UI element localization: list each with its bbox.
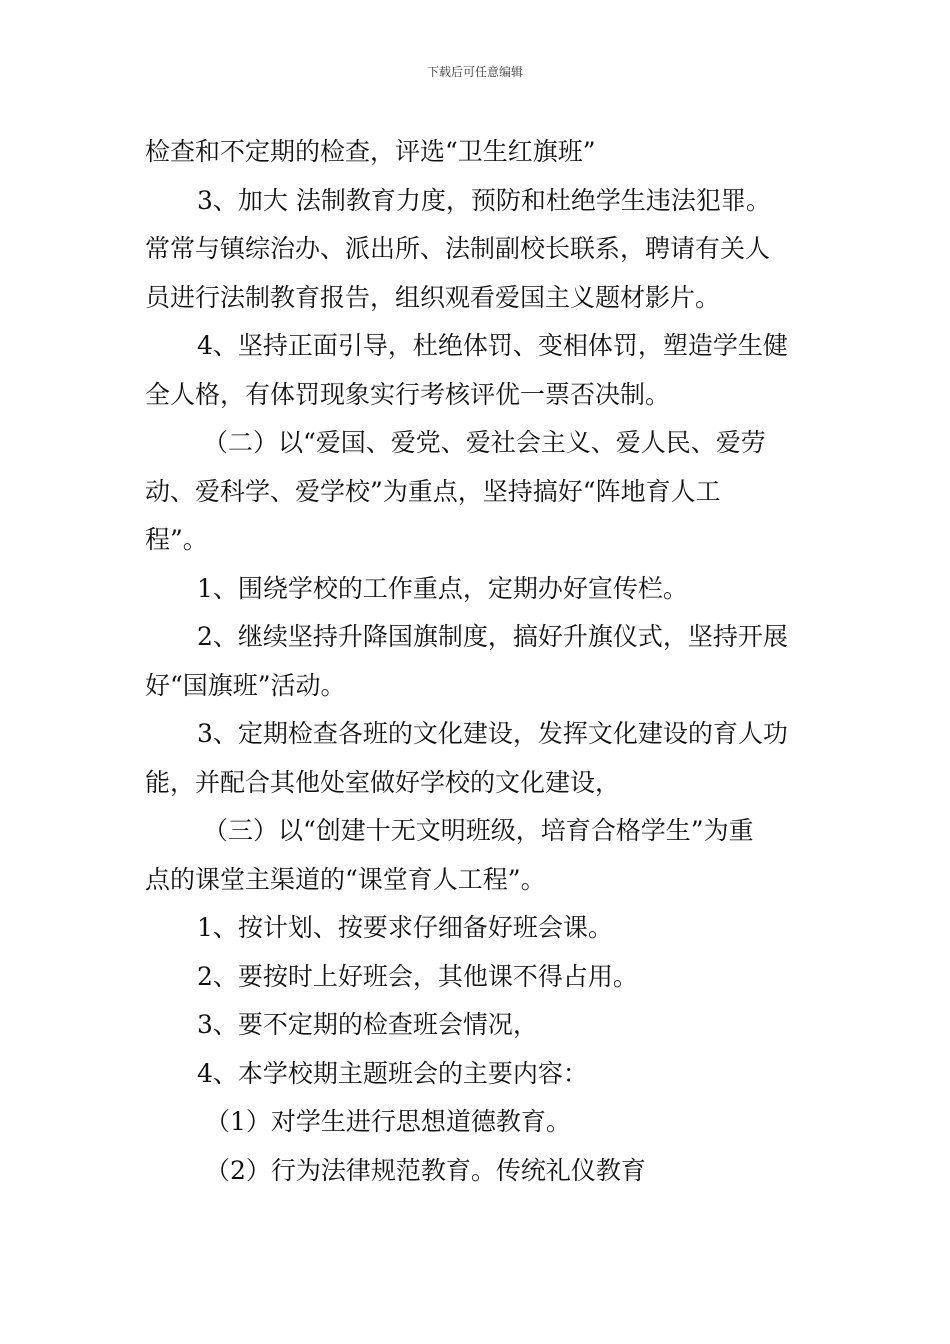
text-line: 点的课堂主渠道的“课堂育人工程”。 — [145, 864, 546, 894]
text-line: （二）以“爱国、爱党、爱社会主义、爱人民、爱劳 — [203, 428, 766, 457]
document-body — [145, 128, 810, 1195]
text-line: （2）行为法律规范教育。传统礼仪教育 — [205, 1155, 646, 1185]
text-line: 程”。 — [145, 525, 208, 554]
text-line: 员进行法制教育报告，组织观看爱国主义题材影片。 — [145, 282, 721, 312]
text-line: 4、坚持正面引导，杜绝体罚、变相体罚，塑造学生健 — [197, 331, 788, 360]
text-line: 好“国旗班”活动。 — [145, 670, 346, 700]
text-line: 1、按计划、按要求仔细备好班会课。 — [197, 913, 613, 942]
text-line: 常常与镇综治办、派出所、法制副校长联系，聘请有关人 — [145, 234, 771, 263]
text-line: 2、要按时上好班会，其他课不得占用。 — [197, 961, 638, 991]
text-line: （1）对学生进行思想道德教育。 — [205, 1107, 571, 1136]
text-line: 能，并配合其他处室做好学校的文化建设， — [145, 767, 621, 797]
text-line: 动、爱科学、爱学校”为重点，坚持搞好“阵地育人工 — [145, 476, 721, 506]
text-line: 1、围绕学校的工作重点，定期办好宣传栏。 — [197, 573, 688, 603]
text-line: 3、加大 法制教育力度，预防和杜绝学生违法犯罪。 — [197, 185, 771, 215]
text-line: 2、继续坚持升降国旗制度，搞好升旗仪式，坚持开展 — [197, 622, 788, 651]
text-line: 全人格，有体罚现象实行考核评优一票否决制。 — [145, 379, 671, 409]
text-line: （三）以“创建十无文明班级，培育合格学生”为重 — [203, 816, 754, 845]
text-line: 3、定期检查各班的文化建设，发挥文化建设的育人功 — [197, 719, 788, 748]
text-line: 4、本学校期主题班会的主要内容： — [197, 1058, 588, 1088]
text-line: 检查和不定期的检查，评选“卫生红旗班” — [145, 137, 596, 166]
text-line: 3、要不定期的检查班会情况， — [197, 1010, 538, 1039]
page-header: 下载后可任意编辑 — [426, 65, 523, 79]
